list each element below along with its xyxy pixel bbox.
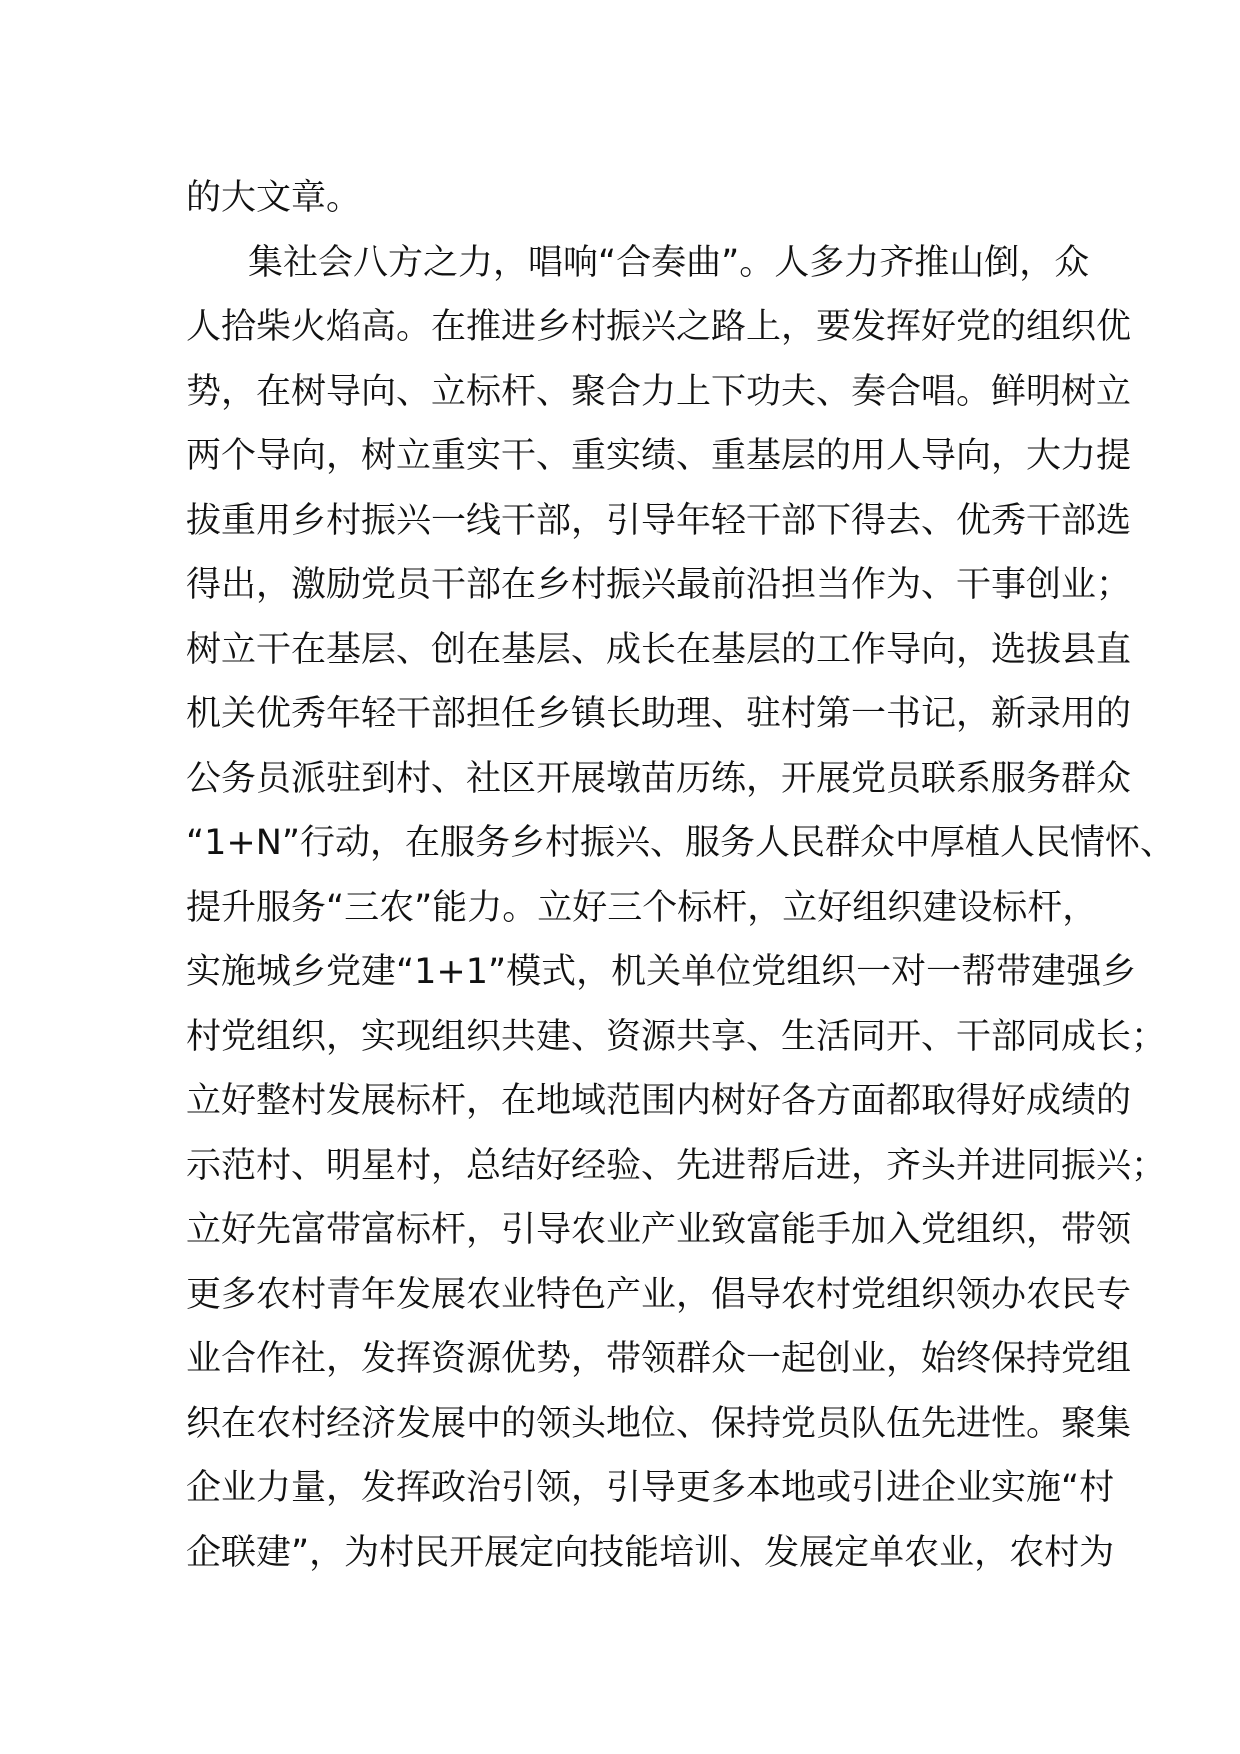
text-line: 示范村、明星村，总结好经验、先进帮后进，齐头并进同振兴； (186, 1145, 1167, 1186)
text-line: 立好先富带富标杆，引导农业产业致富能手加入党组织，带领 (186, 1210, 1132, 1250)
text-line: 企业力量，发挥政治引领，引导更多本地或引进企业实施“村 (186, 1468, 1115, 1508)
text-line: 势，在树导向、立标杆、聚合力上下功夫、奏合唱。鲜明树立 (186, 371, 1132, 412)
text-line: 机关优秀年轻干部担任乡镇长助理、驻村第一书记，新录用的 (186, 694, 1132, 734)
text-line: 企联建”，为村民开展定向技能培训、发展定单农业，农村为 (186, 1532, 1115, 1573)
paragraph-first-line: 集社会八方之力，唱响“合奏曲”。人多力齐推山倒，众 (248, 242, 1090, 283)
text-line: 树立干在基层、创在基层、成长在基层的工作导向，选拔县直 (186, 629, 1132, 670)
text-line: 业合作社，发挥资源优势，带领群众一起创业，始终保持党组 (186, 1339, 1132, 1379)
text-line: 拔重用乡村振兴一线干部，引导年轻干部下得去、优秀干部选 (186, 500, 1132, 541)
text-line: 两个导向，树立重实干、重实绩、重基层的用人导向，大力提 (186, 436, 1132, 476)
text-line: 得出，激励党员干部在乡村振兴最前沿担当作为、干事创业； (186, 565, 1132, 605)
text-line: 公务员派驻到村、社区开展墩苗历练，开展党员联系服务群众 (186, 758, 1132, 799)
text-line: “1+N”行动，在服务乡村振兴、服务人民群众中厚植人民情怀、 (186, 823, 1176, 863)
text-line: 人拾柴火焰高。在推进乡村振兴之路上，要发挥好党的组织优 (186, 307, 1132, 347)
text-line: 实施城乡党建“1+1”模式，机关单位党组织一对一帮带建强乡 (186, 952, 1137, 992)
text-line: 更多农村青年发展农业特色产业，倡导农村党组织领办农民专 (186, 1274, 1132, 1315)
text-line: 村党组织，实现组织共建、资源共享、生活同开、干部同成长； (186, 1016, 1167, 1057)
text-line: 的大文章。 (186, 178, 362, 218)
text-line: 织在农村经济发展中的领头地位、保持党员队伍先进性。聚集 (186, 1403, 1132, 1444)
text-line: 提升服务“三农”能力。立好三个标杆，立好组织建设标杆， (186, 887, 1098, 928)
text-line: 立好整村发展标杆，在地域范围内树好各方面都取得好成绩的 (186, 1081, 1132, 1121)
body-text (186, 166, 1176, 1585)
